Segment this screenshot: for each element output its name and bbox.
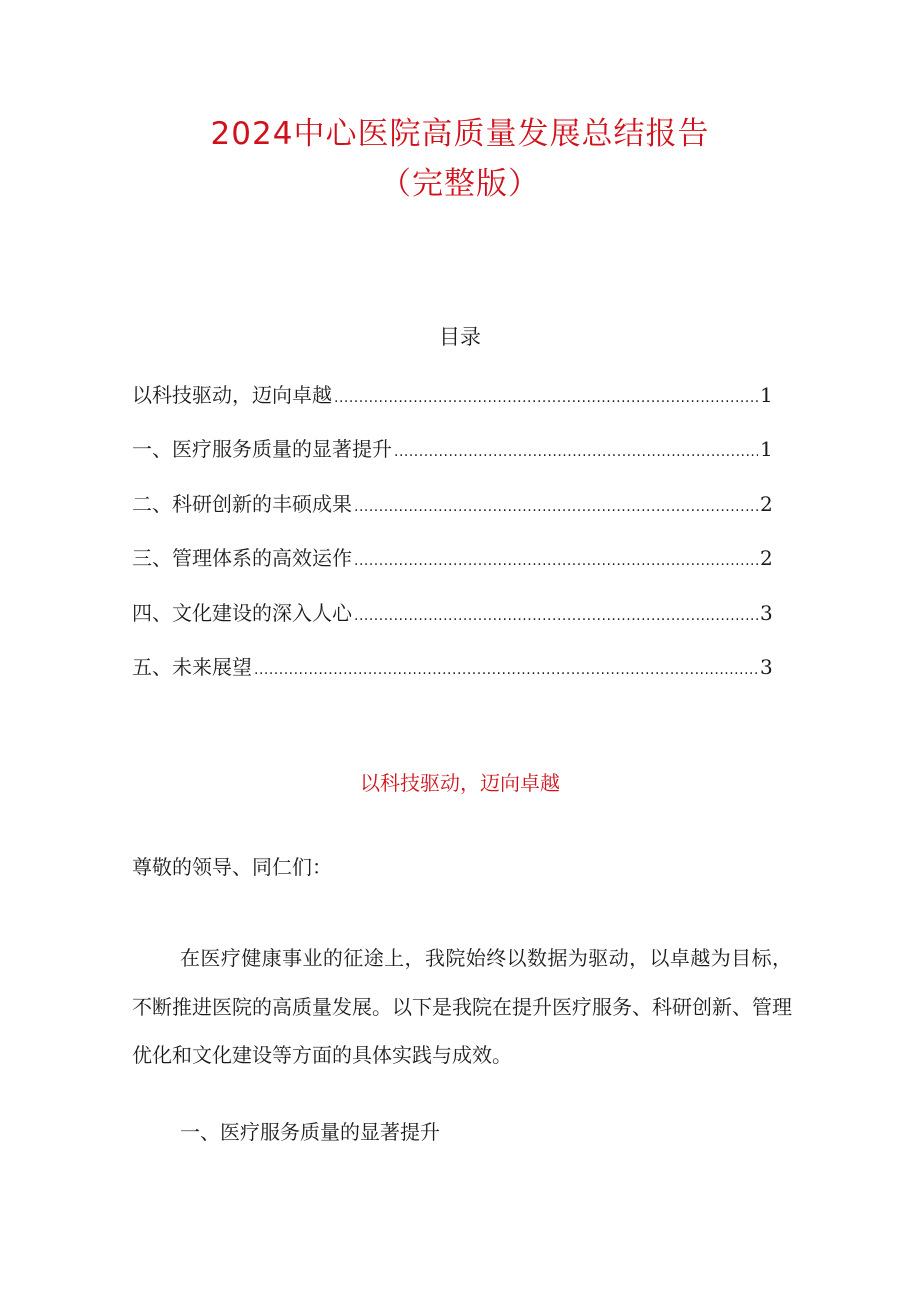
toc-item[interactable] <box>132 597 772 651</box>
greeting: 尊敬的领导、同仁们： <box>132 855 332 879</box>
intro-paragraph: 在医疗健康事业的征途上，我院始终以数据为驱动，以卓越为目标，不断推进医院的高质量发展。以下是我院在提升医疗服务、科研创新、管理优化和文化建设等方面的具体实践与成效。 <box>132 946 792 1067</box>
toc-item[interactable] <box>132 379 772 433</box>
toc-item[interactable] <box>132 433 772 487</box>
toc-heading: 目录 <box>439 325 481 349</box>
toc-item-page: 1 <box>760 437 773 462</box>
toc-dot-leader <box>394 444 758 460</box>
toc-item-label: 二、科研创新的丰硕成果 <box>132 491 352 516</box>
toc-dot-leader <box>354 499 758 515</box>
document-title-line-2: （完整版） <box>380 166 540 202</box>
toc-item[interactable] <box>132 488 772 542</box>
toc-item-label: 以科技驱动，迈向卓越 <box>132 383 332 407</box>
toc-item[interactable] <box>132 651 772 705</box>
document-title-line-1: 2024中心医院高质量发展总结报告 <box>210 116 710 152</box>
toc-item-page: 1 <box>760 383 773 407</box>
toc-item-label: 四、文化建设的深入人心 <box>132 600 352 625</box>
section-heading-1: 一、医疗服务质量的显著提升 <box>180 1120 440 1144</box>
toc-item-page: 3 <box>760 600 773 625</box>
toc-dot-leader <box>334 390 758 406</box>
toc-item-label: 五、未来展望 <box>132 654 252 679</box>
toc-item-page: 3 <box>760 654 773 679</box>
toc-item-label: 三、管理体系的高效运作 <box>132 546 352 571</box>
toc-item[interactable] <box>132 542 772 596</box>
toc-item-page: 2 <box>760 546 773 571</box>
toc-dot-leader <box>354 553 758 569</box>
toc-dot-leader <box>354 608 758 624</box>
section-title: 以科技驱动，迈向卓越 <box>360 771 560 795</box>
toc-item-label: 一、医疗服务质量的显著提升 <box>132 437 392 462</box>
table-of-contents <box>132 379 772 705</box>
toc-dot-leader <box>254 662 758 678</box>
toc-item-page: 2 <box>760 491 773 516</box>
